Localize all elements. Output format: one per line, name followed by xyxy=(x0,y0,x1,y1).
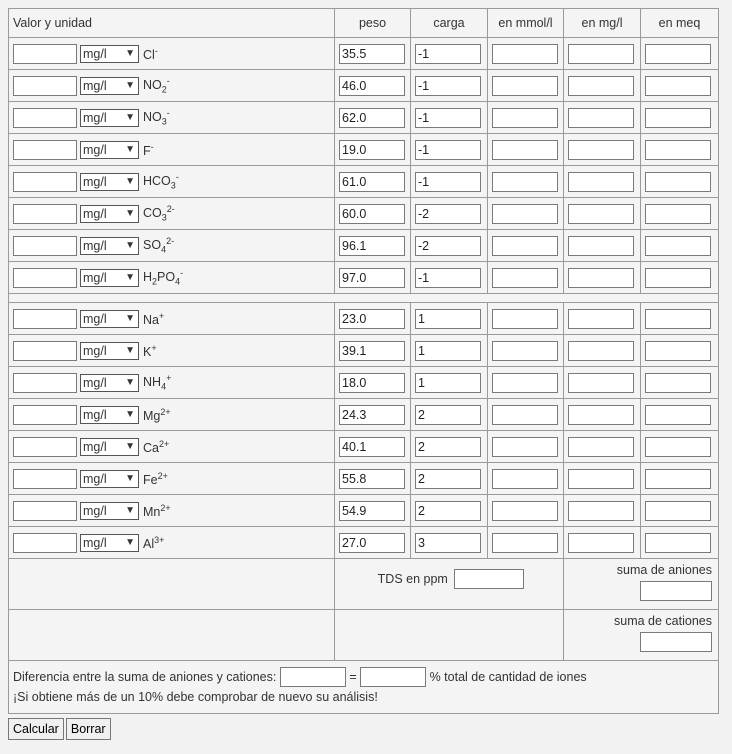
mg-input[interactable] xyxy=(568,341,634,361)
carga-input[interactable] xyxy=(415,373,481,393)
header-mg: en mg/l xyxy=(564,9,641,38)
ion-row xyxy=(9,102,719,134)
mmol-input[interactable] xyxy=(492,204,558,224)
suma-aniones-cell xyxy=(564,559,719,610)
ion-row xyxy=(9,262,719,294)
suma-cationes-input[interactable] xyxy=(640,632,712,652)
carga-cell xyxy=(411,102,488,134)
header-mmol: en mmol/l xyxy=(488,9,564,38)
meq-input[interactable] xyxy=(645,44,711,64)
carga-input[interactable] xyxy=(415,341,481,361)
equals-sign: = xyxy=(349,670,357,684)
meq-cell xyxy=(641,399,719,431)
ion-row xyxy=(9,38,719,70)
unit-select[interactable]: mg/l ▼ xyxy=(80,237,139,255)
carga-cell xyxy=(411,230,488,262)
value-unit-cell xyxy=(9,527,335,559)
meq-input[interactable] xyxy=(645,140,711,160)
difference-row xyxy=(9,661,719,714)
mmol-input[interactable] xyxy=(492,437,558,457)
ion-row xyxy=(9,134,719,166)
mmol-input[interactable] xyxy=(492,469,558,489)
value-unit-cell xyxy=(9,262,335,294)
value-input[interactable] xyxy=(13,501,77,521)
value-unit-cell xyxy=(9,335,335,367)
mmol-input[interactable] xyxy=(492,373,558,393)
chevron-down-icon: ▼ xyxy=(125,344,135,356)
carga-input[interactable] xyxy=(415,204,481,224)
percent-input[interactable] xyxy=(360,667,426,687)
meq-input[interactable] xyxy=(645,309,711,329)
mg-cell xyxy=(564,38,641,70)
chevron-down-icon: ▼ xyxy=(125,207,135,219)
peso-cell xyxy=(335,38,411,70)
carga-cell xyxy=(411,367,488,399)
mmol-input[interactable] xyxy=(492,268,558,288)
peso-cell xyxy=(335,495,411,527)
mmol-input[interactable] xyxy=(492,341,558,361)
ion-symbol: $NH_4^+$ xyxy=(143,373,172,392)
peso-input[interactable] xyxy=(339,437,405,457)
header-peso: peso xyxy=(335,9,411,38)
peso-cell xyxy=(335,431,411,463)
carga-cell xyxy=(411,198,488,230)
mmol-input[interactable] xyxy=(492,44,558,64)
chevron-down-icon: ▼ xyxy=(125,376,135,388)
ion-row xyxy=(9,527,719,559)
anion-rows xyxy=(9,38,719,294)
carga-input[interactable] xyxy=(415,108,481,128)
mg-input[interactable] xyxy=(568,268,634,288)
carga-cell xyxy=(411,70,488,102)
ion-symbol: Cl- xyxy=(143,45,158,62)
meq-cell xyxy=(641,463,719,495)
header-meq: en meq xyxy=(641,9,719,38)
meq-cell xyxy=(641,527,719,559)
diff-label: Diferencia entre la suma de aniones y cationes: xyxy=(13,670,277,684)
mg-cell xyxy=(564,134,641,166)
unit-select[interactable]: mg/l ▼ xyxy=(80,310,139,328)
mg-cell xyxy=(564,198,641,230)
meq-cell xyxy=(641,303,719,335)
peso-cell xyxy=(335,230,411,262)
value-unit-cell xyxy=(9,230,335,262)
unit-select[interactable]: mg/l ▼ xyxy=(80,109,139,127)
totals-row-aniones xyxy=(9,559,719,610)
suma-aniones-input[interactable] xyxy=(640,581,712,601)
carga-input[interactable] xyxy=(415,405,481,425)
meq-input[interactable] xyxy=(645,405,711,425)
ion-symbol: $HCO_3^-$ xyxy=(143,172,179,191)
value-input[interactable] xyxy=(13,236,77,256)
carga-input[interactable] xyxy=(415,44,481,64)
ion-row xyxy=(9,335,719,367)
ion-row xyxy=(9,303,719,335)
value-unit-cell xyxy=(9,70,335,102)
carga-input[interactable] xyxy=(415,533,481,553)
value-input[interactable] xyxy=(13,204,77,224)
value-unit-cell xyxy=(9,134,335,166)
meq-input[interactable] xyxy=(645,204,711,224)
ion-row xyxy=(9,70,719,102)
meq-cell xyxy=(641,166,719,198)
ion-row xyxy=(9,166,719,198)
peso-input[interactable] xyxy=(339,373,405,393)
mmol-cell xyxy=(488,335,564,367)
mg-cell xyxy=(564,303,641,335)
value-input[interactable] xyxy=(13,44,77,64)
value-input[interactable] xyxy=(13,309,77,329)
chevron-down-icon: ▼ xyxy=(125,47,135,59)
ion-symbol: $Fe^{2+}$ xyxy=(143,470,168,487)
value-unit-cell xyxy=(9,166,335,198)
meq-cell xyxy=(641,367,719,399)
carga-cell xyxy=(411,38,488,70)
peso-input[interactable] xyxy=(339,341,405,361)
value-input[interactable] xyxy=(13,469,77,489)
chevron-down-icon: ▼ xyxy=(125,239,135,251)
mmol-cell xyxy=(488,134,564,166)
mg-input[interactable] xyxy=(568,108,634,128)
tds-label: TDS en ppm xyxy=(377,572,448,586)
mmol-cell xyxy=(488,463,564,495)
meq-cell xyxy=(641,70,719,102)
carga-input[interactable] xyxy=(415,437,481,457)
ion-symbol: $Ca^{2+}$ xyxy=(143,438,170,455)
peso-cell xyxy=(335,166,411,198)
chevron-down-icon: ▼ xyxy=(125,440,135,452)
mmol-cell xyxy=(488,70,564,102)
mmol-cell xyxy=(488,367,564,399)
value-input[interactable] xyxy=(13,76,77,96)
ion-symbol: $NO_3^-$ xyxy=(143,108,170,127)
peso-cell xyxy=(335,367,411,399)
peso-cell xyxy=(335,102,411,134)
carga-cell xyxy=(411,166,488,198)
carga-cell xyxy=(411,303,488,335)
carga-input[interactable] xyxy=(415,309,481,329)
carga-input[interactable] xyxy=(415,76,481,96)
value-unit-cell xyxy=(9,463,335,495)
mg-cell xyxy=(564,335,641,367)
peso-input[interactable] xyxy=(339,172,405,192)
header-valor: Valor y unidad xyxy=(9,9,335,38)
mg-input[interactable] xyxy=(568,44,634,64)
meq-input[interactable] xyxy=(645,341,711,361)
mg-input[interactable] xyxy=(568,533,634,553)
warning-text: ¡Si obtiene más de un 10% debe comprobar de nuevo su análisis! xyxy=(13,690,378,704)
chevron-down-icon: ▼ xyxy=(125,504,135,516)
ion-symbol: $H_2PO_4^-$ xyxy=(143,268,184,287)
chevron-down-icon: ▼ xyxy=(125,408,135,420)
peso-input[interactable] xyxy=(339,140,405,160)
peso-cell xyxy=(335,198,411,230)
meq-input[interactable] xyxy=(645,437,711,457)
peso-input[interactable] xyxy=(339,76,405,96)
chevron-down-icon: ▼ xyxy=(125,312,135,324)
tds-input[interactable] xyxy=(454,569,524,589)
percent-label: % total de cantidad de iones xyxy=(429,670,587,684)
value-input[interactable] xyxy=(13,172,77,192)
ion-symbol: K+ xyxy=(143,342,157,359)
carga-cell xyxy=(411,399,488,431)
meq-input[interactable] xyxy=(645,533,711,553)
ion-symbol: $Mg^{2+}$ xyxy=(143,406,171,423)
mmol-cell xyxy=(488,230,564,262)
ion-row xyxy=(9,198,719,230)
value-input[interactable] xyxy=(13,268,77,288)
value-unit-cell xyxy=(9,38,335,70)
meq-input[interactable] xyxy=(645,268,711,288)
value-input[interactable] xyxy=(13,437,77,457)
value-input[interactable] xyxy=(13,373,77,393)
value-unit-cell xyxy=(9,399,335,431)
meq-cell xyxy=(641,38,719,70)
chevron-down-icon: ▼ xyxy=(125,175,135,187)
mmol-cell xyxy=(488,303,564,335)
mmol-input[interactable] xyxy=(492,309,558,329)
unit-select[interactable]: mg/l ▼ xyxy=(80,342,139,360)
carga-input[interactable] xyxy=(415,172,481,192)
ion-row xyxy=(9,463,719,495)
header-carga: carga xyxy=(411,9,488,38)
unit-select[interactable]: mg/l ▼ xyxy=(80,205,139,223)
peso-input[interactable] xyxy=(339,533,405,553)
peso-cell xyxy=(335,70,411,102)
meq-cell xyxy=(641,495,719,527)
peso-input[interactable] xyxy=(339,108,405,128)
mmol-input[interactable] xyxy=(492,501,558,521)
mg-input[interactable] xyxy=(568,204,634,224)
mmol-cell xyxy=(488,495,564,527)
carga-cell xyxy=(411,134,488,166)
peso-input[interactable] xyxy=(339,469,405,489)
meq-cell xyxy=(641,134,719,166)
value-unit-cell xyxy=(9,303,335,335)
meq-input[interactable] xyxy=(645,501,711,521)
mmol-input[interactable] xyxy=(492,172,558,192)
unit-select[interactable]: mg/l ▼ xyxy=(80,77,139,95)
unit-select[interactable]: mg/l ▼ xyxy=(80,173,139,191)
mg-cell xyxy=(564,70,641,102)
unit-select[interactable]: mg/l ▼ xyxy=(80,45,139,63)
value-input[interactable] xyxy=(13,341,77,361)
mg-input[interactable] xyxy=(568,469,634,489)
mmol-cell xyxy=(488,262,564,294)
value-input[interactable] xyxy=(13,140,77,160)
ion-balance-form xyxy=(8,8,718,740)
meq-input[interactable] xyxy=(645,236,711,256)
meq-input[interactable] xyxy=(645,76,711,96)
value-unit-cell xyxy=(9,367,335,399)
value-input[interactable] xyxy=(13,533,77,553)
unit-select[interactable]: mg/l ▼ xyxy=(80,502,139,520)
header-row xyxy=(9,9,719,38)
mg-input[interactable] xyxy=(568,373,634,393)
carga-input[interactable] xyxy=(415,236,481,256)
peso-input[interactable] xyxy=(339,309,405,329)
mmol-input[interactable] xyxy=(492,236,558,256)
ion-symbol: F- xyxy=(143,141,154,158)
unit-select[interactable]: mg/l ▼ xyxy=(80,141,139,159)
mg-cell xyxy=(564,230,641,262)
meq-input[interactable] xyxy=(645,172,711,192)
separator-row xyxy=(9,294,719,303)
mmol-cell xyxy=(488,198,564,230)
value-unit-cell xyxy=(9,102,335,134)
ion-symbol: $NO_2^-$ xyxy=(143,76,170,95)
mmol-input[interactable] xyxy=(492,76,558,96)
chevron-down-icon: ▼ xyxy=(125,536,135,548)
diff-input[interactable] xyxy=(280,667,346,687)
value-unit-cell xyxy=(9,495,335,527)
carga-cell xyxy=(411,495,488,527)
value-input[interactable] xyxy=(13,405,77,425)
meq-cell xyxy=(641,335,719,367)
peso-cell xyxy=(335,399,411,431)
mg-input[interactable] xyxy=(568,501,634,521)
ion-row xyxy=(9,230,719,262)
suma-cationes-cell xyxy=(564,610,719,661)
ion-table xyxy=(8,8,719,714)
peso-input[interactable] xyxy=(339,236,405,256)
carga-cell xyxy=(411,463,488,495)
mmol-input[interactable] xyxy=(492,533,558,553)
chevron-down-icon: ▼ xyxy=(125,111,135,123)
meq-input[interactable] xyxy=(645,108,711,128)
carga-cell xyxy=(411,335,488,367)
chevron-down-icon: ▼ xyxy=(125,143,135,155)
ion-row xyxy=(9,399,719,431)
carga-cell xyxy=(411,527,488,559)
mmol-input[interactable] xyxy=(492,140,558,160)
ion-symbol: Na+ xyxy=(143,310,165,327)
meq-cell xyxy=(641,230,719,262)
peso-cell xyxy=(335,463,411,495)
value-unit-cell xyxy=(9,198,335,230)
ion-row xyxy=(9,367,719,399)
mmol-cell xyxy=(488,527,564,559)
chevron-down-icon: ▼ xyxy=(125,271,135,283)
mmol-input[interactable] xyxy=(492,405,558,425)
unit-select[interactable]: mg/l ▼ xyxy=(80,470,139,488)
unit-select[interactable]: mg/l ▼ xyxy=(80,438,139,456)
chevron-down-icon: ▼ xyxy=(125,472,135,484)
meq-cell xyxy=(641,102,719,134)
mg-input[interactable] xyxy=(568,405,634,425)
carga-input[interactable] xyxy=(415,140,481,160)
ion-symbol: $SO_4^{2-}$ xyxy=(143,236,175,255)
peso-input[interactable] xyxy=(339,44,405,64)
peso-input[interactable] xyxy=(339,268,405,288)
unit-select[interactable]: mg/l ▼ xyxy=(80,374,139,392)
mg-input[interactable] xyxy=(568,437,634,457)
mg-cell xyxy=(564,527,641,559)
suma-cationes-label: suma de cationes xyxy=(614,614,712,628)
mg-cell xyxy=(564,495,641,527)
carga-input[interactable] xyxy=(415,469,481,489)
peso-cell xyxy=(335,134,411,166)
peso-cell xyxy=(335,303,411,335)
totals-row-cationes xyxy=(9,610,719,661)
button-bar xyxy=(8,718,718,740)
mmol-cell xyxy=(488,399,564,431)
peso-input[interactable] xyxy=(339,405,405,425)
mmol-cell xyxy=(488,431,564,463)
mg-cell xyxy=(564,102,641,134)
meq-cell xyxy=(641,198,719,230)
peso-cell xyxy=(335,527,411,559)
mg-cell xyxy=(564,463,641,495)
mg-input[interactable] xyxy=(568,309,634,329)
ion-row xyxy=(9,495,719,527)
unit-select[interactable]: mg/l ▼ xyxy=(80,534,139,552)
peso-cell xyxy=(335,335,411,367)
calcular-button[interactable]: Calcular xyxy=(8,718,64,740)
meq-cell xyxy=(641,431,719,463)
chevron-down-icon: ▼ xyxy=(125,79,135,91)
peso-input[interactable] xyxy=(339,204,405,224)
mmol-cell xyxy=(488,102,564,134)
ion-symbol: $Al^{3+}$ xyxy=(143,534,165,551)
carga-input[interactable] xyxy=(415,268,481,288)
mg-cell xyxy=(564,262,641,294)
mmol-cell xyxy=(488,38,564,70)
value-unit-cell xyxy=(9,431,335,463)
meq-input[interactable] xyxy=(645,469,711,489)
mg-cell xyxy=(564,399,641,431)
ion-symbol: $Mn^{2+}$ xyxy=(143,502,171,519)
mg-input[interactable] xyxy=(568,76,634,96)
mmol-input[interactable] xyxy=(492,108,558,128)
mg-input[interactable] xyxy=(568,140,634,160)
peso-input[interactable] xyxy=(339,501,405,521)
mg-input[interactable] xyxy=(568,172,634,192)
mmol-cell xyxy=(488,166,564,198)
meq-input[interactable] xyxy=(645,373,711,393)
carga-cell xyxy=(411,431,488,463)
unit-select[interactable]: mg/l ▼ xyxy=(80,406,139,424)
cation-rows xyxy=(9,303,719,559)
mg-cell xyxy=(564,431,641,463)
unit-select[interactable]: mg/l ▼ xyxy=(80,269,139,287)
mg-input[interactable] xyxy=(568,236,634,256)
tds-cell xyxy=(335,559,564,610)
carga-input[interactable] xyxy=(415,501,481,521)
meq-cell xyxy=(641,262,719,294)
carga-cell xyxy=(411,262,488,294)
value-input[interactable] xyxy=(13,108,77,128)
mg-cell xyxy=(564,166,641,198)
ion-row xyxy=(9,431,719,463)
borrar-button[interactable]: Borrar xyxy=(66,718,111,740)
ion-symbol: $CO_3^{2-}$ xyxy=(143,204,175,223)
suma-aniones-label: suma de aniones xyxy=(616,563,712,577)
peso-cell xyxy=(335,262,411,294)
mg-cell xyxy=(564,367,641,399)
